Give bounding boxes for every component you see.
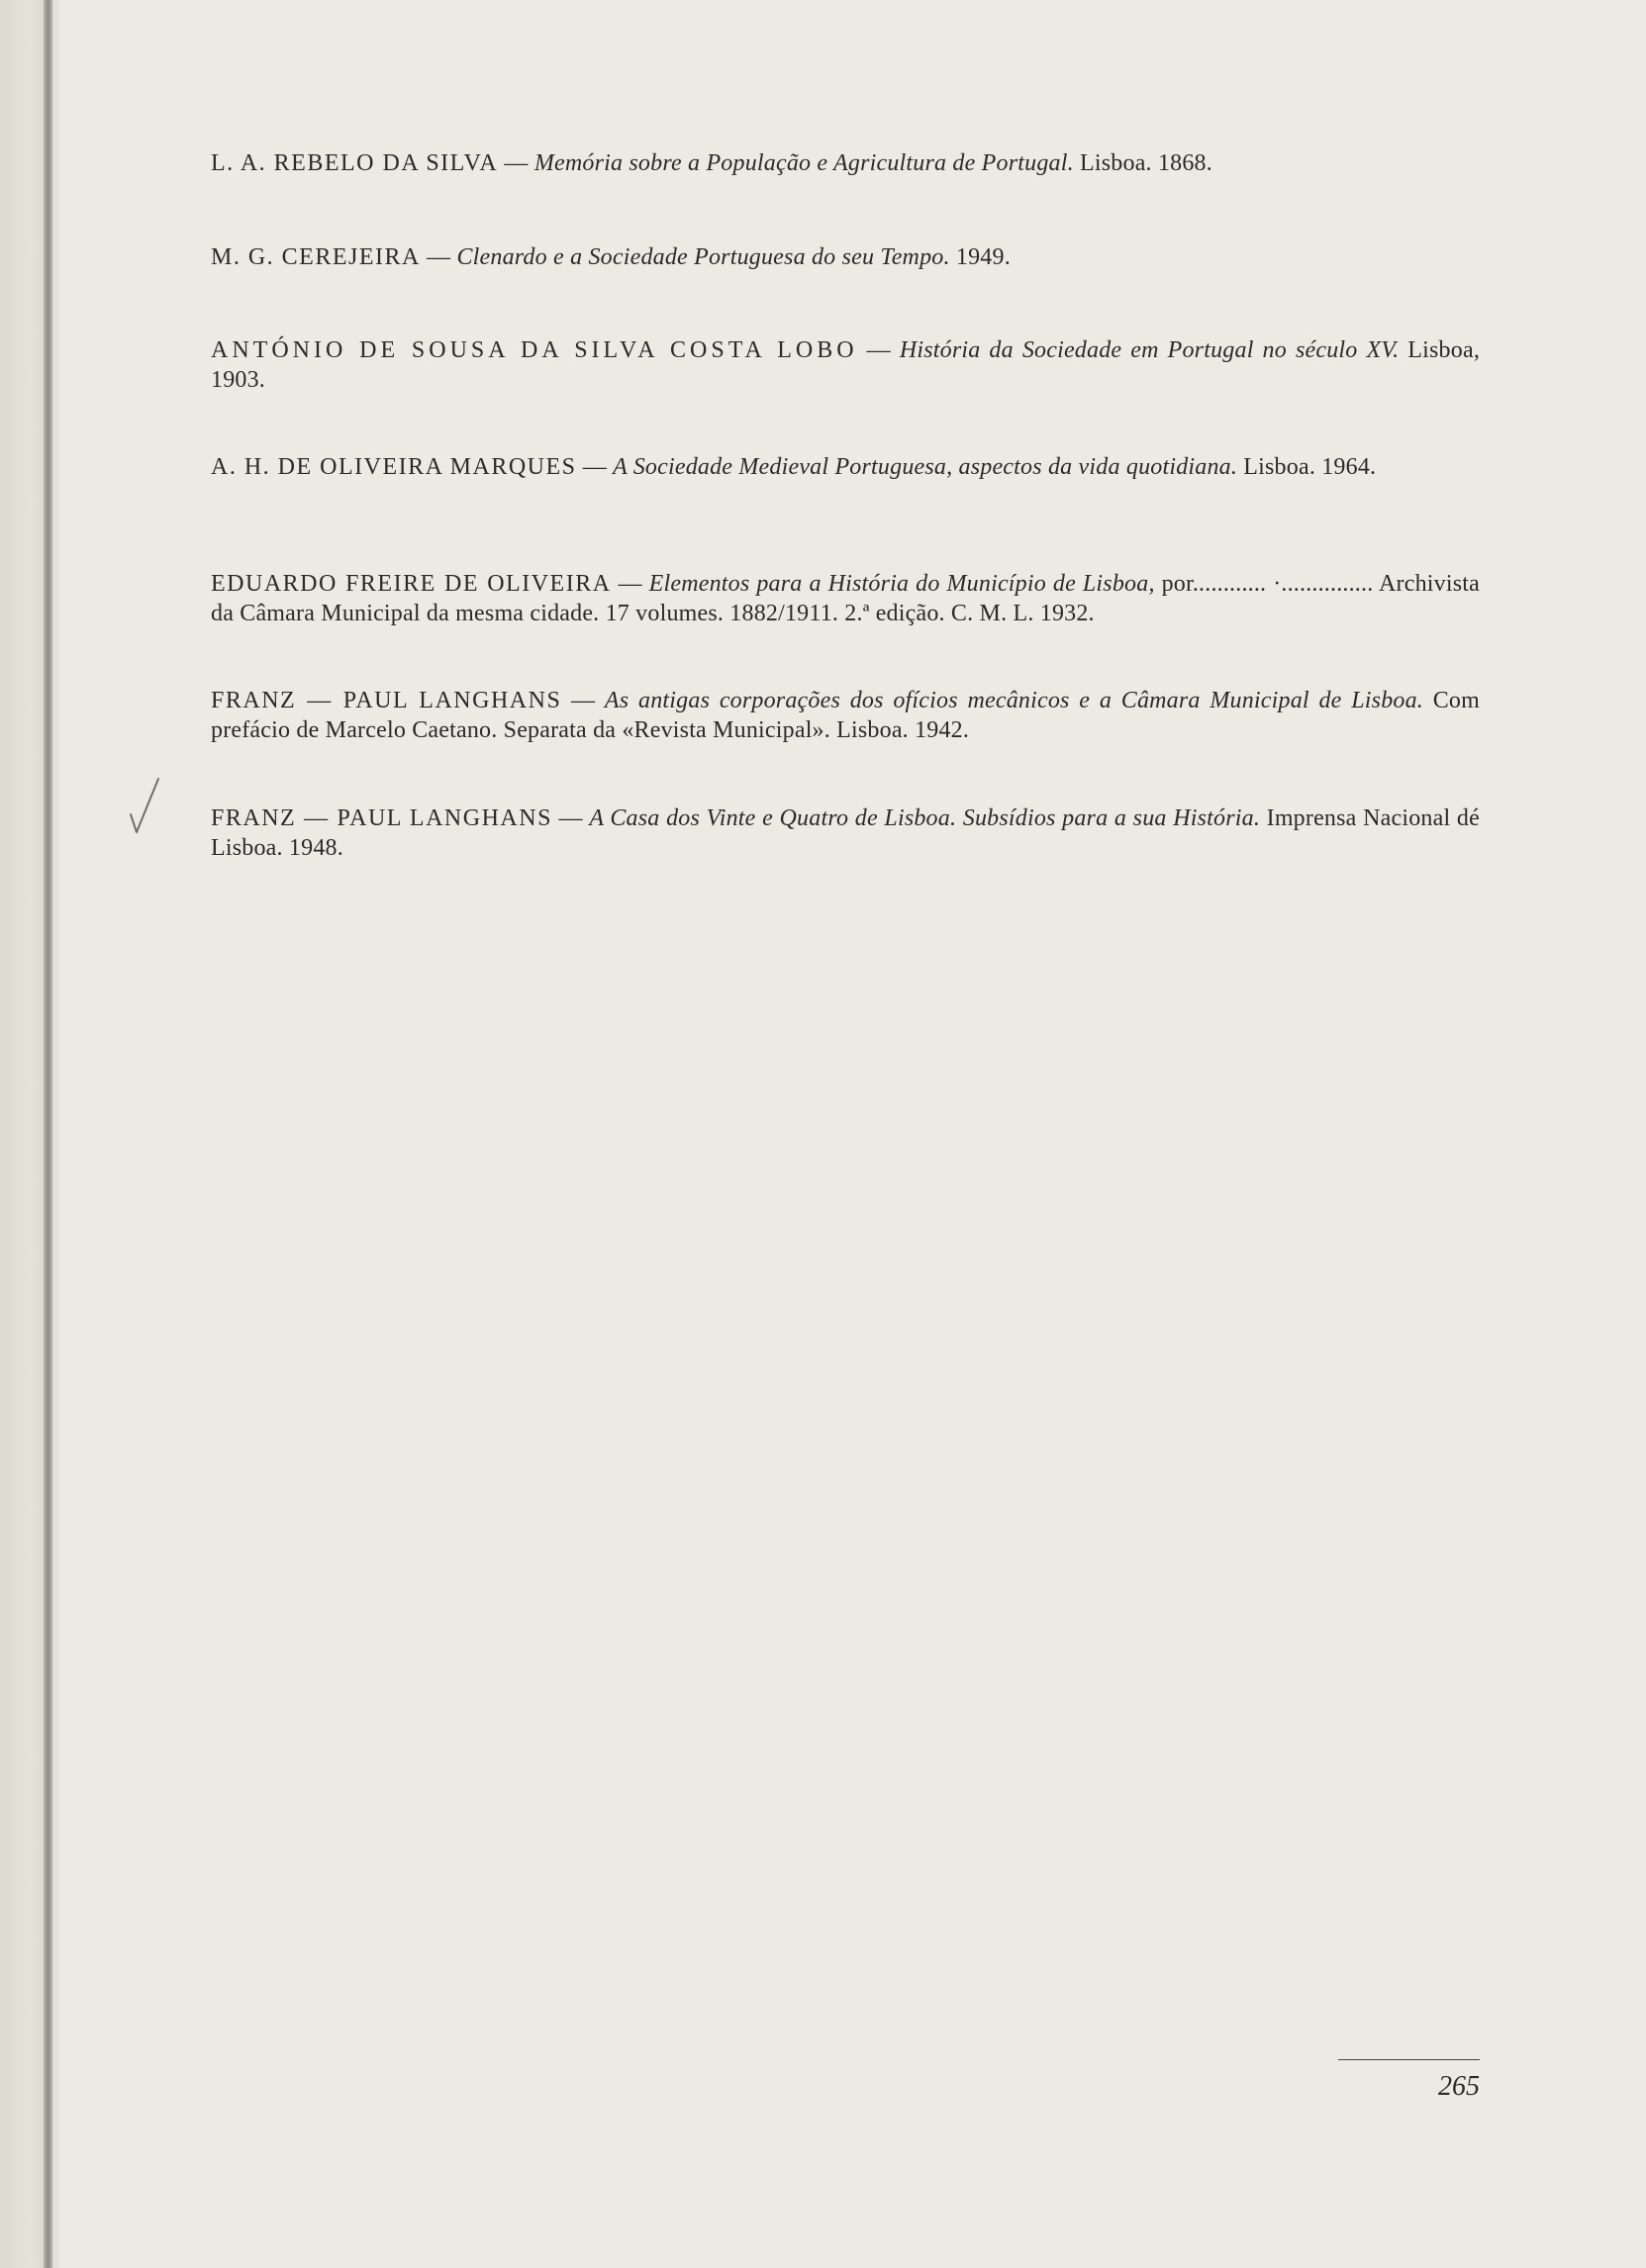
page-number: 265 xyxy=(1438,2071,1480,2102)
entry-publication: Com prefácio de Marcelo Caetano. Separata da «Revista Municipal». Lisboa. 1942. xyxy=(211,688,1480,743)
entry-dash: — xyxy=(561,688,605,713)
entry-publication: por............ ·............... Archivista da Câmara Municipal da mesma cidade. 17 volumes. 1882/1911. 2.ª edição. C. M. L. 1932. xyxy=(211,571,1480,626)
binding-edge xyxy=(0,0,44,2268)
entry-author: M. G. CEREJEIRA xyxy=(211,244,421,270)
entry-publication: Imprensa Nacional dé Lisboa. 1948. xyxy=(211,805,1480,861)
entry-title: Memória sobre a População e Agricultura de Portugal. xyxy=(533,150,1074,176)
bibliography-entry-2 xyxy=(211,242,1480,272)
entry-title: Clenardo e a Sociedade Portuguesa do seu Tempo. xyxy=(456,244,950,270)
entry-dash: — xyxy=(498,150,534,176)
check-mark-icon xyxy=(125,777,164,836)
binding-gutter-line xyxy=(44,0,52,2268)
entry-publication: 1949. xyxy=(949,244,1011,270)
entry-author: A. H. DE OLIVEIRA MARQUES xyxy=(211,454,577,480)
bibliography-entry-5 xyxy=(211,569,1480,628)
entry-title: História da Sociedade em Portugal no século XV. xyxy=(899,337,1400,363)
entry-dash: — xyxy=(551,805,590,831)
entry-title: Elementos para a História do Município de Lisboa, xyxy=(648,571,1155,597)
entry-publication: Lisboa, 1903. xyxy=(211,337,1481,393)
entry-author: L. A. REBELO DA SILVA xyxy=(211,150,499,176)
entry-dash: — xyxy=(420,244,457,270)
bibliography-entry-1 xyxy=(211,148,1480,178)
entry-dash: — xyxy=(611,571,649,597)
entry-author: EDUARDO FREIRE DE OLIVEIRA xyxy=(211,571,612,597)
bibliography-entry-3 xyxy=(211,335,1480,395)
bibliography-entry-7 xyxy=(211,803,1480,863)
entry-author: FRANZ — PAUL LANGHANS xyxy=(211,688,562,713)
entry-title: A Sociedade Medieval Portuguesa, aspectos da vida quotidiana. xyxy=(613,454,1238,480)
bibliography-entry-4 xyxy=(211,452,1480,482)
entry-publication: Lisboa. 1868. xyxy=(1073,150,1212,176)
entry-title: A Casa dos Vinte e Quatro de Lisboa. Subsídios para a sua História. xyxy=(589,805,1261,831)
entry-dash: — xyxy=(857,337,900,363)
entry-dash: — xyxy=(576,454,614,480)
entry-publication: Lisboa. 1964. xyxy=(1237,454,1377,480)
bibliography-entry-6 xyxy=(211,686,1480,745)
entry-author: FRANZ — PAUL LANGHANS xyxy=(211,805,552,831)
entry-title: As antigas corporações dos ofícios mecânicos e a Câmara Municipal de Lisboa. xyxy=(604,688,1423,713)
binding-shadow xyxy=(52,0,62,2268)
entry-author: ANTÓNIO DE SOUSA DA SILVA COSTA LOBO xyxy=(211,337,858,363)
footer-rule xyxy=(1338,2059,1480,2060)
